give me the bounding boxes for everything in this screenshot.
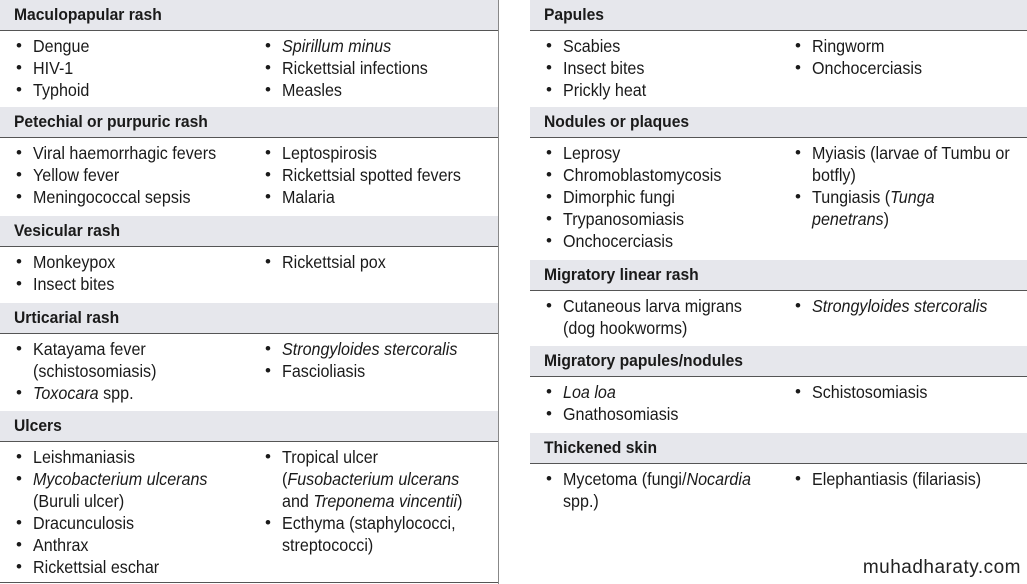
list-col-b: [249, 142, 477, 216]
list-item: • Toxocara spp.: [14, 382, 249, 404]
list-item: • Dengue: [14, 35, 249, 57]
list-item: • Tungiasis (Tunga penetrans): [793, 186, 1027, 230]
list-item: • Ecthyma (staphylococci, streptococci): [263, 512, 478, 556]
list-item: • Rickettsial eschar: [14, 556, 249, 578]
list-item: • Strongyloides stercoralis: [793, 295, 1003, 317]
list-col-a: [530, 381, 779, 433]
list-col-a: [530, 468, 779, 512]
right-column: [530, 0, 1027, 512]
list-col-b: [779, 35, 932, 107]
list-col-a: [530, 142, 779, 260]
section-header: Nodules or plaques: [530, 107, 1027, 138]
list-item: • Chromoblastomycosis: [544, 164, 779, 186]
list-item: • Scabies: [544, 35, 779, 57]
left-bottom-border: [0, 582, 498, 583]
list-item: • Meningococcal sepsis: [14, 186, 249, 208]
section-header: Thickened skin: [530, 433, 1027, 464]
watermark: muhadharaty.com: [862, 557, 1021, 578]
list-item: • Elephantiasis (filariasis): [793, 468, 996, 490]
list-col-b: [249, 251, 395, 303]
section-header: Migratory papules/nodules: [530, 346, 1027, 377]
left-column: [0, 0, 498, 578]
section-body: [530, 377, 1027, 433]
section-header: Migratory linear rash: [530, 260, 1027, 291]
list-col-a: [0, 142, 249, 216]
list-item: • Malaria: [263, 186, 477, 208]
section-header: Vesicular rash: [0, 216, 498, 247]
section-body: [530, 464, 1027, 512]
list-item: • Cutaneous larva migrans (dog hookworms): [544, 295, 779, 339]
left-column-border: [498, 0, 499, 584]
section-header: Papules: [530, 0, 1027, 31]
list-col-b: [779, 468, 996, 512]
list-item: • Mycobacterium ulcerans (Buruli ulcer): [14, 468, 249, 512]
list-col-a: [0, 35, 249, 107]
list-item: • Mycetoma (fungi/Nocardia spp.): [544, 468, 779, 512]
section-body: [0, 138, 498, 216]
list-item: • Dimorphic fungi: [544, 186, 779, 208]
section-header: Petechial or purpuric rash: [0, 107, 498, 138]
section-body: [0, 31, 498, 107]
section-body: [530, 31, 1027, 107]
list-item: • Yellow fever: [14, 164, 249, 186]
list-item: • Measles: [263, 79, 441, 101]
list-item: • Insect bites: [14, 273, 249, 295]
section-body: [0, 442, 498, 578]
list-item: • HIV-1: [14, 57, 249, 79]
list-col-b: [779, 381, 937, 433]
section-body: [0, 334, 498, 411]
list-item: • Leishmaniasis: [14, 446, 249, 468]
list-item: • Katayama fever (schistosomiasis): [14, 338, 249, 382]
list-col-a: [0, 446, 249, 578]
list-col-b: [249, 35, 441, 107]
section-body: [530, 138, 1027, 260]
list-item: • Rickettsial pox: [263, 251, 395, 273]
list-item: • Ringworm: [793, 35, 932, 57]
list-col-b: [249, 446, 478, 578]
list-item: • Spirillum minus: [263, 35, 441, 57]
list-item: • Typhoid: [14, 79, 249, 101]
list-col-a: [0, 338, 249, 411]
list-item: • Myiasis (larvae of Tumbu or botfly): [793, 142, 1027, 186]
list-item: • Schistosomiasis: [793, 381, 937, 403]
list-item: • Strongyloides stercoralis: [263, 338, 473, 360]
list-col-a: [530, 295, 779, 346]
section-header: Maculopapular rash: [0, 0, 498, 31]
list-item: • Monkeypox: [14, 251, 249, 273]
list-item: • Onchocerciasis: [793, 57, 932, 79]
list-col-b: [249, 338, 473, 411]
section-body: [530, 291, 1027, 346]
list-col-a: [0, 251, 249, 303]
list-item: • Dracunculosis: [14, 512, 249, 534]
list-item: • Leptospirosis: [263, 142, 477, 164]
list-item: • Insect bites: [544, 57, 779, 79]
list-item: • Rickettsial spotted fevers: [263, 164, 477, 186]
list-item: • Tropical ulcer (Fusobacterium ulcerans and Treponema vincentii): [263, 446, 478, 512]
section-body: [0, 247, 498, 303]
section-header: Urticarial rash: [0, 303, 498, 334]
list-item: • Onchocerciasis: [544, 230, 779, 252]
list-item: • Rickettsial infections: [263, 57, 441, 79]
list-item: • Loa loa: [544, 381, 779, 403]
list-item: • Anthrax: [14, 534, 249, 556]
list-col-a: [530, 35, 779, 107]
list-col-b: [779, 295, 1003, 346]
list-item: • Prickly heat: [544, 79, 779, 101]
list-item: • Leprosy: [544, 142, 779, 164]
list-item: • Gnathosomiasis: [544, 403, 779, 425]
list-col-b: [779, 142, 1027, 260]
list-item: • Fascioliasis: [263, 360, 473, 382]
section-header: Ulcers: [0, 411, 498, 442]
list-item: • Viral haemorrhagic fevers: [14, 142, 249, 164]
list-item: • Trypanosomiasis: [544, 208, 779, 230]
